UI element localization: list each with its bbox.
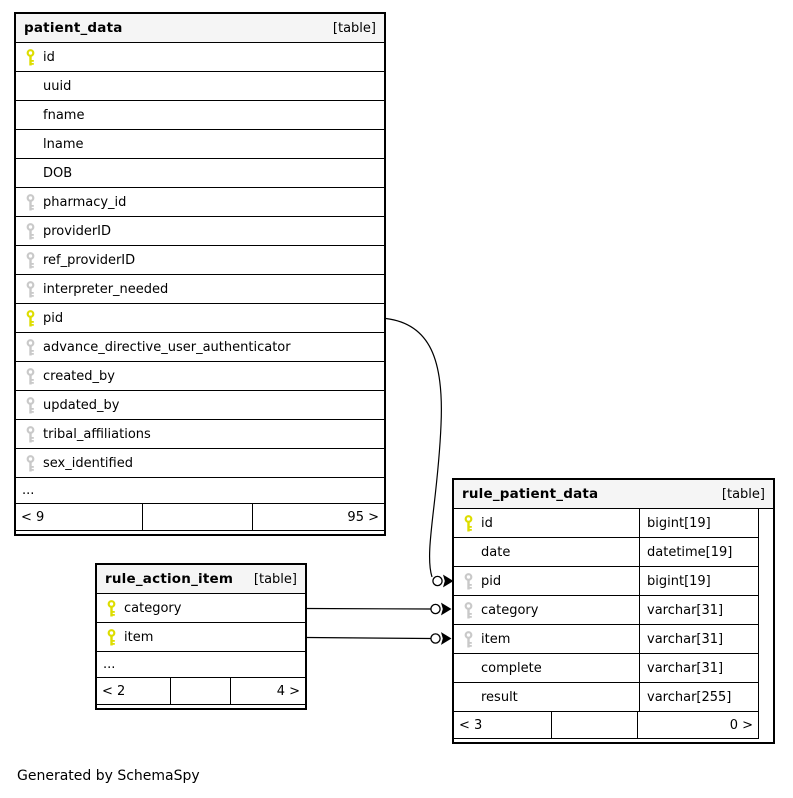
- index-key-icon: [25, 426, 36, 443]
- footer-next-count: 4 >: [276, 683, 300, 699]
- key-slot: [25, 310, 43, 327]
- column-name: uuid: [43, 78, 72, 94]
- footer-spacer: [143, 504, 253, 530]
- column-name-cell: [454, 625, 640, 653]
- key-slot: [25, 455, 43, 472]
- column-name: pid: [481, 573, 502, 589]
- column-row: [16, 101, 384, 130]
- column-name-cell: [454, 567, 640, 595]
- key-slot: [25, 223, 43, 240]
- column-row: [454, 683, 758, 712]
- edge-endpoint-circle: [431, 634, 440, 643]
- column-row: [454, 509, 758, 538]
- column-row: [16, 159, 384, 188]
- column-name: tribal_affiliations: [43, 426, 151, 442]
- column-name: category: [481, 602, 539, 618]
- column-name-cell: [454, 654, 640, 682]
- column-name: providerID: [43, 223, 112, 239]
- column-name: pharmacy_id: [43, 194, 127, 210]
- column-row: [454, 538, 758, 567]
- table-header: [454, 480, 773, 509]
- table-footer: [16, 504, 384, 531]
- table-name[interactable]: rule_patient_data: [462, 486, 599, 502]
- key-slot: [25, 397, 43, 414]
- table-name[interactable]: rule_action_item: [105, 571, 234, 587]
- column-name: item: [124, 629, 154, 645]
- index-key-icon: [25, 339, 36, 356]
- index-key-icon: [25, 223, 36, 240]
- column-row: [16, 304, 384, 333]
- column-grid: [454, 509, 759, 739]
- primary-key-icon: [25, 310, 36, 327]
- column-type: varchar[31]: [647, 660, 724, 676]
- footer-prev-count: < 3: [454, 712, 552, 738]
- column-row: [16, 420, 384, 449]
- column-row: [16, 130, 384, 159]
- table-rule-patient-data: [452, 478, 775, 744]
- index-key-icon: [25, 397, 36, 414]
- column-row: [454, 567, 758, 596]
- column-name: pid: [43, 310, 64, 326]
- table-tag: [table]: [332, 20, 376, 36]
- table-tag: [table]: [253, 571, 297, 587]
- table-patient-data: [14, 12, 386, 536]
- column-name-cell: [454, 538, 640, 566]
- key-slot: [25, 252, 43, 269]
- table-rule-action-item: [95, 563, 307, 710]
- column-name: result: [481, 689, 518, 705]
- column-type: varchar[31]: [647, 631, 724, 647]
- key-slot: [25, 426, 43, 443]
- primary-key-icon: [106, 600, 117, 617]
- column-row: [16, 449, 384, 478]
- column-type: varchar[255]: [647, 689, 732, 705]
- column-name-cell: [454, 596, 640, 624]
- key-slot: [463, 631, 481, 648]
- column-type: bigint[19]: [647, 573, 711, 589]
- column-name: id: [481, 515, 493, 531]
- column-type: varchar[31]: [647, 602, 724, 618]
- ellipsis-row: ...: [97, 652, 305, 678]
- column-name: DOB: [43, 165, 73, 181]
- column-name-cell: [454, 509, 640, 537]
- column-row: [454, 596, 758, 625]
- column-row: [16, 217, 384, 246]
- key-slot: [463, 602, 481, 619]
- column-name: category: [124, 600, 182, 616]
- table-footer: [454, 712, 758, 739]
- column-name: ref_providerID: [43, 252, 136, 268]
- column-name: advance_directive_user_authenticator: [43, 339, 291, 355]
- column-row: [454, 625, 758, 654]
- footer-next-count: 0 >: [729, 717, 753, 733]
- table-name[interactable]: patient_data: [24, 20, 123, 36]
- index-key-icon: [25, 252, 36, 269]
- key-slot: [25, 368, 43, 385]
- column-row: [16, 246, 384, 275]
- edge-rule-action-item-item-to-rule-patient-data-item: [307, 632, 452, 645]
- index-key-icon: [463, 631, 474, 648]
- primary-key-icon: [106, 629, 117, 646]
- column-name: updated_by: [43, 397, 120, 413]
- column-row: [16, 275, 384, 304]
- index-key-icon: [463, 602, 474, 619]
- table-footer: [97, 678, 305, 705]
- key-slot: [25, 281, 43, 298]
- column-row: [97, 623, 305, 652]
- index-key-icon: [25, 455, 36, 472]
- index-key-icon: [463, 573, 474, 590]
- column-name: date: [481, 544, 511, 560]
- edge-patient-data-pid-to-rule-patient-data-pid: [386, 319, 454, 588]
- ellipsis-row: ...: [16, 478, 384, 504]
- column-row: [16, 72, 384, 101]
- column-grid: [97, 594, 305, 705]
- column-name: created_by: [43, 368, 115, 384]
- column-row: [97, 594, 305, 623]
- edge-arrowhead: [441, 603, 452, 616]
- column-name: lname: [43, 136, 84, 152]
- column-type: bigint[19]: [647, 515, 711, 531]
- key-slot: [463, 573, 481, 590]
- column-row: [454, 654, 758, 683]
- footer-next-count: 95 >: [347, 509, 379, 525]
- column-row: [16, 43, 384, 72]
- column-name: item: [481, 631, 511, 647]
- key-slot: [106, 600, 124, 617]
- key-slot: [463, 515, 481, 532]
- column-type: datetime[19]: [647, 544, 733, 560]
- key-slot: [106, 629, 124, 646]
- column-row: [16, 188, 384, 217]
- edge-rule-action-item-category-to-rule-patient-data-category: [307, 603, 452, 616]
- column-name: interpreter_needed: [43, 281, 169, 297]
- column-name: id: [43, 49, 55, 65]
- column-row: [16, 362, 384, 391]
- column-name: complete: [481, 660, 542, 676]
- edge-endpoint-circle: [433, 576, 442, 585]
- column-name: fname: [43, 107, 85, 123]
- edge-endpoint-circle: [431, 604, 440, 613]
- primary-key-icon: [25, 49, 36, 66]
- index-key-icon: [25, 194, 36, 211]
- key-slot: [25, 49, 43, 66]
- column-name: sex_identified: [43, 455, 133, 471]
- column-grid: [16, 43, 384, 531]
- footer-spacer: [552, 712, 638, 738]
- column-row: [16, 333, 384, 362]
- key-slot: [25, 194, 43, 211]
- index-key-icon: [25, 368, 36, 385]
- edge-arrowhead: [441, 632, 452, 645]
- footer-prev-count: < 2: [97, 678, 171, 704]
- column-name-cell: [454, 683, 640, 711]
- footer-spacer: [171, 678, 231, 704]
- table-header: [97, 565, 305, 594]
- key-slot: [25, 339, 43, 356]
- generated-by-text: Generated by SchemaSpy: [17, 768, 200, 784]
- table-tag: [table]: [721, 486, 765, 502]
- table-header: [16, 14, 384, 43]
- column-row: [16, 391, 384, 420]
- primary-key-icon: [463, 515, 474, 532]
- index-key-icon: [25, 281, 36, 298]
- footer-prev-count: < 9: [16, 504, 143, 530]
